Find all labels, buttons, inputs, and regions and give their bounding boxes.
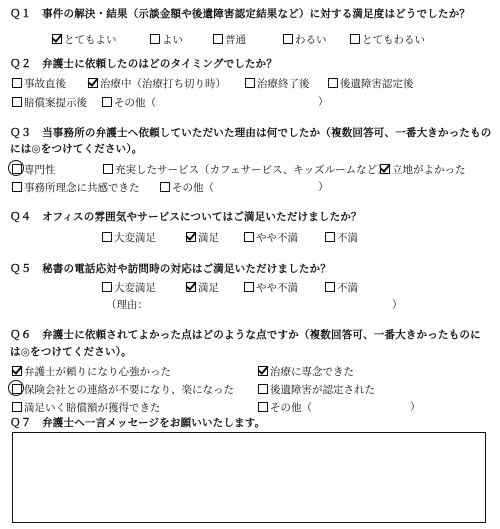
q5-title: Ｑ５ 秘書の電話応対や訪問時の対応はご満足いただけましたか？ xyxy=(10,263,331,275)
double-circle-mark xyxy=(8,160,24,176)
q6-other-close: ） xyxy=(410,401,421,413)
q4-option-2[interactable]: 満足 xyxy=(186,232,219,244)
q1-option-3[interactable]: 普通 xyxy=(213,34,246,46)
checkbox[interactable] xyxy=(325,282,335,292)
q6-option-2[interactable]: 治療に専念できた xyxy=(258,366,354,378)
q2-other-close: ） xyxy=(318,96,329,108)
q4-option-4[interactable]: 不満 xyxy=(325,232,358,244)
q3-option-1[interactable]: 専門性 xyxy=(12,164,56,176)
checkbox[interactable] xyxy=(102,232,112,242)
q6-option-1[interactable]: 弁護士が頼りになり心強かった xyxy=(12,366,171,378)
checkbox[interactable] xyxy=(160,182,170,192)
q4-option-3[interactable]: やや不満 xyxy=(244,232,298,244)
checkbox[interactable] xyxy=(88,78,98,88)
q2-option-4[interactable]: 後遺障害認定後 xyxy=(328,78,414,90)
q3-title-line1: Ｑ３ 当事務所の弁護士へ依頼していただいた理由は何でしたか（複数回答可、一番大きかったもの xyxy=(10,127,492,139)
checkbox[interactable] xyxy=(283,34,293,44)
checkbox[interactable] xyxy=(102,282,112,292)
double-circle-mark xyxy=(8,380,24,396)
q2-option-3[interactable]: 治療終了後 xyxy=(245,78,310,90)
q2-title: Ｑ２ 弁護士に依頼したのはどのタイミングでしたか？ xyxy=(10,58,278,70)
checkbox[interactable] xyxy=(213,34,223,44)
q3-option-5[interactable]: その他（ xyxy=(160,182,214,194)
q5-reason-close: ） xyxy=(392,299,403,311)
checkbox[interactable] xyxy=(186,282,196,292)
q1-option-4[interactable]: わるい xyxy=(283,34,327,46)
checkbox[interactable] xyxy=(102,97,112,107)
q6-option-3[interactable]: 保険会社との連絡が不要になり、楽になった xyxy=(12,384,234,396)
checkbox[interactable] xyxy=(186,232,196,242)
q1-option-1[interactable]: とてもよい xyxy=(52,34,117,46)
q7-title: Ｑ７ 弁護士へ一言メッセージをお願いいたします。 xyxy=(10,417,266,429)
q6-option-5[interactable]: 満足いく賠償額が獲得できた xyxy=(12,402,161,414)
q6-title-line1: Ｑ６ 弁護士に依頼されてよかった点はどのような点ですか（複数回答可、一番大きかったものに xyxy=(10,329,481,341)
q3-option-3[interactable]: 立地がよかった xyxy=(380,164,466,176)
checkbox[interactable] xyxy=(12,366,22,376)
q5-reason-label: （理由： xyxy=(106,299,148,311)
q2-option-5[interactable]: 賠償案提示後 xyxy=(12,97,87,109)
q3-option-2[interactable]: 充実したサービス（カフェサービス、キッズルームなど） xyxy=(103,164,388,176)
checkbox[interactable] xyxy=(103,164,113,174)
q1-title: Ｑ１ 事件の解決・結果（示談金額や後遺障害認定結果など）に対する満足度はどうでしたか？ xyxy=(10,8,471,20)
q5-option-3[interactable]: やや不満 xyxy=(244,282,298,294)
checkbox[interactable] xyxy=(258,366,268,376)
q3-option-4[interactable]: 事務所理念に共感できた xyxy=(12,182,140,194)
checkbox[interactable] xyxy=(244,282,254,292)
checkbox[interactable] xyxy=(328,78,338,88)
checkbox[interactable] xyxy=(325,232,335,242)
q2-option-2[interactable]: 治療中（治療打ち切り時） xyxy=(88,78,226,90)
q2-option-1[interactable]: 事故直後 xyxy=(12,78,66,90)
q1-option-5[interactable]: とてもわるい xyxy=(350,34,425,46)
q4-title: Ｑ４ オフィスの雰囲気やサービスについてはご満足いただけましたか？ xyxy=(10,211,362,223)
q6-option-6[interactable]: その他（ xyxy=(258,402,312,414)
q6-option-4[interactable]: 後遺障害が認定された xyxy=(258,384,375,396)
q2-option-6[interactable]: その他（ xyxy=(102,97,156,109)
q1-option-2[interactable]: よい xyxy=(150,34,183,46)
checkbox[interactable] xyxy=(244,232,254,242)
q5-option-4[interactable]: 不満 xyxy=(325,282,358,294)
checkbox[interactable] xyxy=(12,182,22,192)
checkbox[interactable] xyxy=(258,402,268,412)
checkbox[interactable] xyxy=(380,164,390,174)
q5-option-1[interactable]: 大変満足 xyxy=(102,282,156,294)
q3-title-line2: には◎をつけてください）。 xyxy=(10,143,143,155)
q5-option-2[interactable]: 満足 xyxy=(186,282,219,294)
checkbox[interactable] xyxy=(12,402,22,412)
q4-option-1[interactable]: 大変満足 xyxy=(102,232,156,244)
message-textarea[interactable] xyxy=(12,432,486,523)
checkbox[interactable] xyxy=(12,78,22,88)
checkbox[interactable] xyxy=(258,384,268,394)
checkbox[interactable] xyxy=(12,97,22,107)
checkbox[interactable] xyxy=(245,78,255,88)
checkbox[interactable] xyxy=(52,34,62,44)
q3-other-close: ） xyxy=(318,181,329,193)
checkbox[interactable] xyxy=(350,34,360,44)
q6-title-line2: は◎をつけてください）。 xyxy=(10,346,132,358)
checkbox[interactable] xyxy=(150,34,160,44)
